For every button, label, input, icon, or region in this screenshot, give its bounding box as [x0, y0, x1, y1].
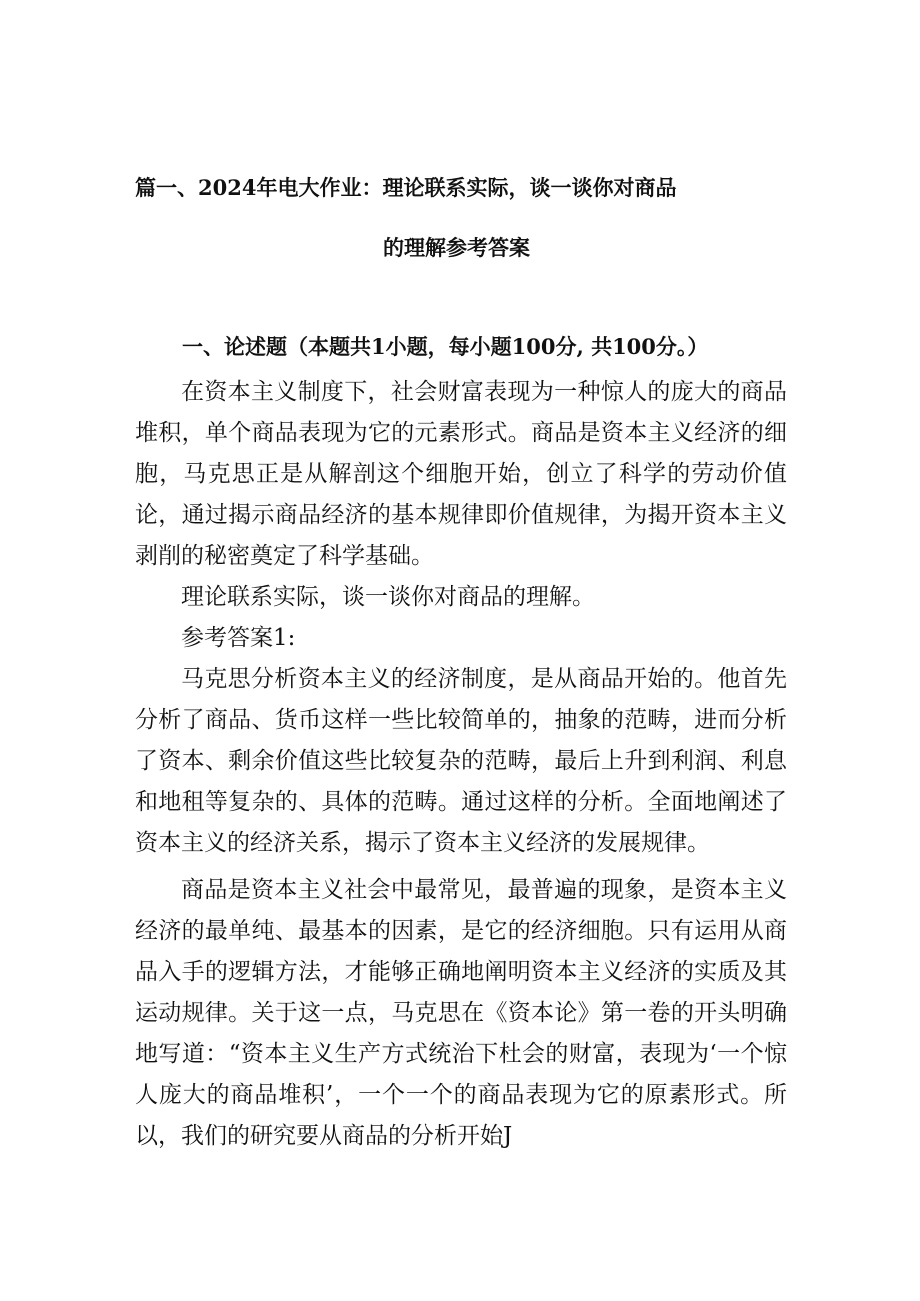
paragraph-answer-1: 马克思分析资本主义的经济制度，是从商品开始的。他首先分析了商品、货币这样一些比较简单的，抽象的范畴，进而分析了资本、剩余价值这些比较复杂的范畴，最后上升到利润、利息和地租等复杂的、具体的范畴。通过这样的分析。全面地阐述了资本主义的经济关系，揭示了资本主义经济的发展规律。	[135, 666, 787, 856]
document-title-line-2: 的理解参考答案	[383, 235, 530, 260]
document-title-line-1: 篇一、2024年电大作业：理论联系实际，谈一谈你对商品	[135, 175, 677, 200]
paragraph-intro: 在资本主义制度下，社会财富表现为一种惊人的庞大的商品堆积，单个商品表现为它的元素形式。商品是资本主义经济的细胞，马克思正是从解剖这个细胞开始，创立了科学的劳动价值论，通过揭示商品经济的基本规律即价值规律，为揭开资本主义剥削的秘密奠定了科学基础。	[135, 379, 787, 569]
paragraph-answer-label: 参考答案1:	[181, 625, 296, 651]
document-body	[135, 372, 787, 1157]
paragraph-answer-2: 商品是资本主义社会中最常见，最普遍的现象，是资本主义经济的最单纯、最基本的因素，是它的经济细胞。只有运用从商品入手的逻辑方法，才能够正确地阐明资本主义经济的实质及其运动规律。关于这一点，马克思在《资本论》第一卷的开头明确地写道：“资本主义生产方式统治下杜会的财富，表现为‘一个惊人庞大的商品堆积’，一个一个的商品表现为它的原素形式。所以，我们的研究要从商品的分析开始J	[135, 877, 787, 1149]
paragraph-question: 理论联系实际，谈一谈你对商品的理解。	[181, 584, 595, 610]
section-heading: 一、论述题（本题共1小题，每小题100分, 共100分。）	[182, 334, 709, 359]
